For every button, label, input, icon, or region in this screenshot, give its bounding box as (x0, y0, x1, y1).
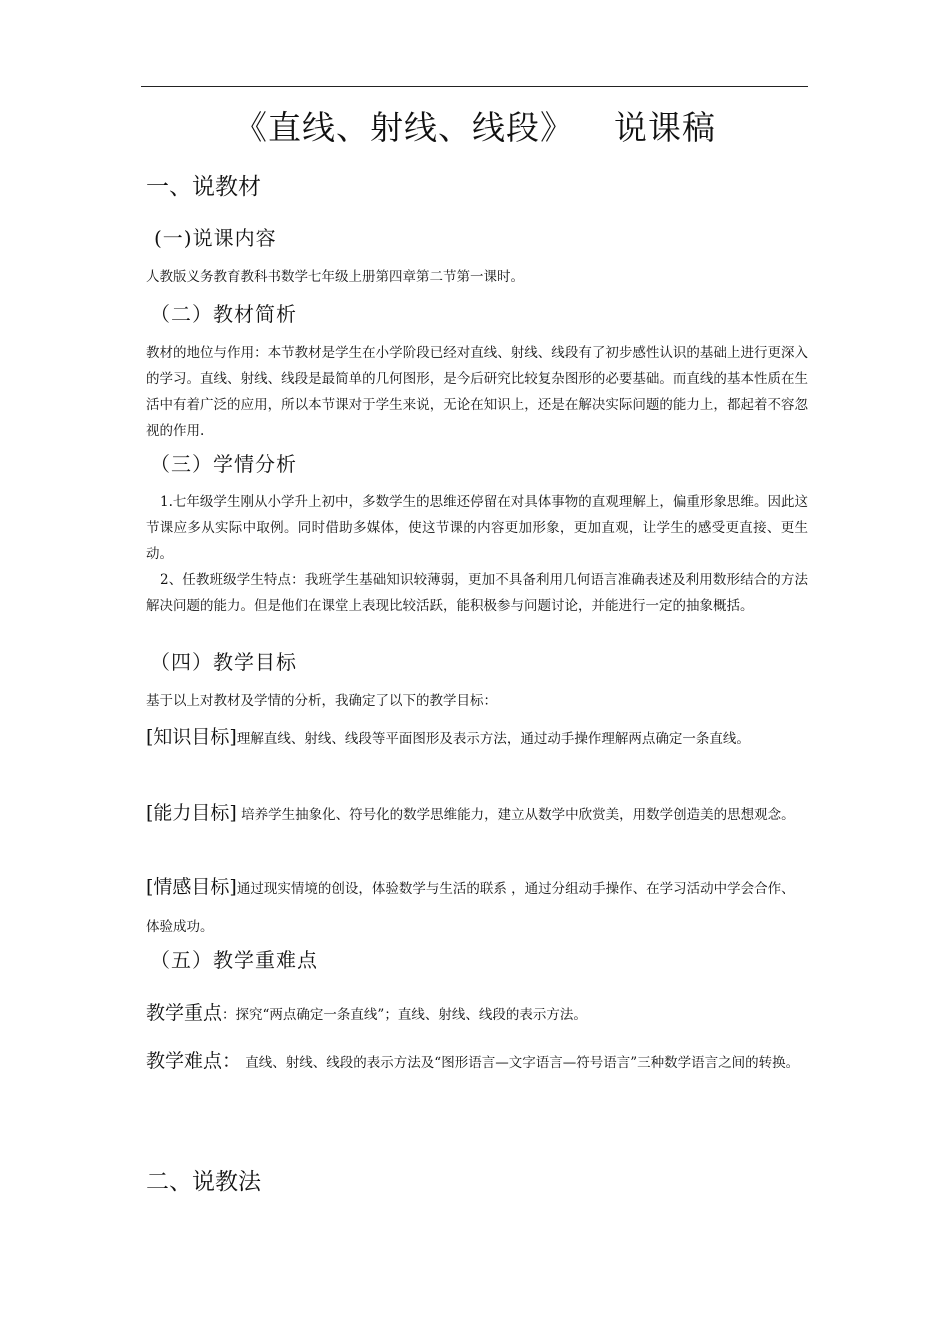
content-text: 人教版义务教育教科书数学七年级上册第四章第二节第一课时。 (146, 269, 524, 285)
page-title (0, 102, 950, 149)
analysis-heading: （二）教材简析 (150, 302, 297, 326)
students-p1: 1.七年级学生刚从小学升上初中，多数学生的思维还停留在对具体事物的直观理解上，偏重形象思维。因此这节课应多从实际中取例。同时借助多媒体，使这节课的内容更加形象，更加直观，让学生的感受更直接、更生动。 (146, 494, 808, 562)
diff-tag: 教学难点： (146, 1050, 242, 1072)
goals-intro: 基于以上对教材及学情的分析，我确定了以下的教学目标： (146, 693, 497, 709)
header-rule (141, 86, 808, 87)
goals-heading: （四）教学目标 (150, 650, 297, 674)
knowledge-tag: [知识目标] (146, 726, 237, 748)
students-heading: （三）学情分析 (150, 452, 297, 476)
title-sub: 说课稿 (614, 108, 716, 147)
ability-tag: [能力目标] (146, 802, 237, 824)
students-p2: 2、任教班级学生特点：我班学生基础知识较薄弱，更加不具备利用几何语言准确表述及利用数形结合的方法解决问题的能力。但是他们在课堂上表现比较活跃，能积极参与问题讨论，并能进行一定的抽象概括。 (146, 572, 808, 614)
key-text: ：探究“两点确定一条直线”；直线、射线、线段的表示方法。 (222, 1007, 587, 1023)
students-text (146, 489, 808, 619)
keypoints-heading: （五）教学重难点 (150, 948, 318, 972)
key-tag: 教学重点 (146, 1002, 223, 1024)
ability-goal (146, 794, 808, 834)
analysis-text: 教材的地位与作用：本节教材是学生在小学阶段已经对直线、射线、线段有了初步感性认识的基础上进行更深入的学习。直线、射线、线段是最简单的几何图形，是今后研究比较复杂图形的必要基础。而直线的基本性质在生活中有着广泛的应用，所以本节课对于学生来说，无论在知识上，还是在解决实际问题的能力上，都起着不容忽视的作用. (146, 345, 808, 439)
section2-heading: 二、说教法 (146, 1169, 261, 1195)
key-point (146, 994, 808, 1034)
emotion-tag: [情感目标] (146, 876, 237, 898)
ability-text: 培养学生抽象化、符号化的数学思维能力，建立从数学中欣赏美，用数学创造美的思想观念。 (236, 807, 795, 823)
emotion-goal (146, 868, 808, 946)
title-main: 《直线、射线、线段》 (234, 108, 574, 147)
difficult-point (146, 1042, 808, 1082)
section1-heading: 一、说教材 (146, 174, 261, 200)
knowledge-text: 理解直线、射线、线段等平面图形及表示方法，通过动手操作理解两点确定一条直线。 (236, 731, 750, 747)
content-heading: (一)说课内容 (154, 226, 277, 250)
emotion-text: 通过现实情境的创设，体验数学与生活的联系 ，通过分组动手操作、在学习活动中学会合作、体验成功。 (146, 881, 795, 935)
knowledge-goal (146, 718, 808, 758)
diff-text: 直线、射线、线段的表示方法及“图形语言—文字语言—符号语言”三种数学语言之间的转换。 (241, 1055, 800, 1071)
